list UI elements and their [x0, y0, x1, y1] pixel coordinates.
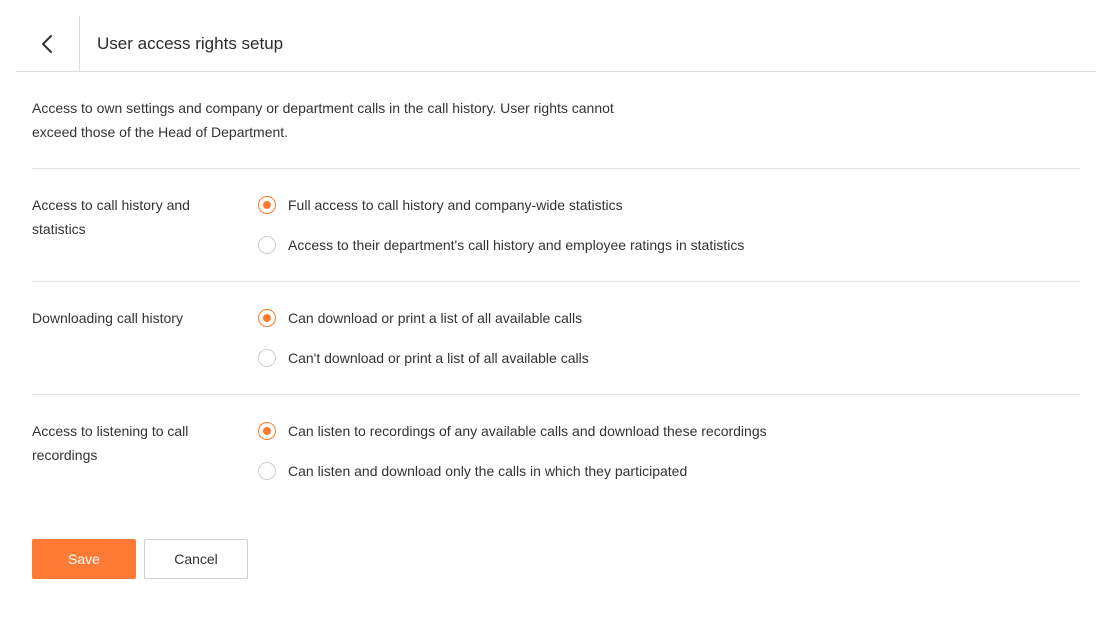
radio-option-can-download[interactable] — [258, 306, 582, 330]
section-label-call-history: Access to call history and statistics — [32, 197, 190, 237]
radio-button[interactable] — [258, 196, 276, 214]
radio-label: Can download or print a list of all available calls — [288, 310, 583, 326]
radio-button[interactable] — [258, 422, 276, 440]
back-button[interactable] — [16, 16, 80, 72]
cancel-button[interactable]: Cancel — [144, 539, 248, 579]
section-label-recordings: Access to listening to call recordings — [32, 423, 189, 463]
radio-option-cannot-download[interactable] — [258, 346, 589, 370]
page-header — [16, 16, 1096, 72]
radio-label: Can listen and download only the calls in which they participated — [288, 463, 688, 479]
save-button[interactable]: Save — [32, 539, 136, 579]
section-label-downloading: Downloading call history — [32, 310, 183, 326]
radio-label: Access to their department's call history and employee ratings in statistics — [288, 237, 745, 253]
radio-label: Can't download or print a list of all available calls — [288, 350, 589, 366]
page-title: User access rights setup — [97, 34, 284, 53]
radio-button[interactable] — [258, 462, 276, 480]
page-description: Access to own settings and company or department calls in the call history. User rights cannot exceed those of the Head of Department. — [32, 100, 614, 140]
radio-button[interactable] — [258, 309, 276, 327]
radio-label: Full access to call history and company-wide statistics — [288, 197, 623, 213]
divider — [32, 281, 1080, 282]
radio-option-department-access[interactable] — [258, 233, 744, 257]
radio-option-listen-own[interactable] — [258, 459, 687, 483]
radio-button[interactable] — [258, 349, 276, 367]
radio-option-listen-any[interactable] — [258, 419, 767, 443]
radio-option-full-access[interactable] — [258, 193, 623, 217]
divider — [32, 168, 1080, 169]
radio-label: Can listen to recordings of any available calls and download these recordings — [288, 423, 767, 439]
divider — [32, 394, 1080, 395]
radio-button[interactable] — [258, 236, 276, 254]
chevron-left-icon — [39, 34, 57, 54]
